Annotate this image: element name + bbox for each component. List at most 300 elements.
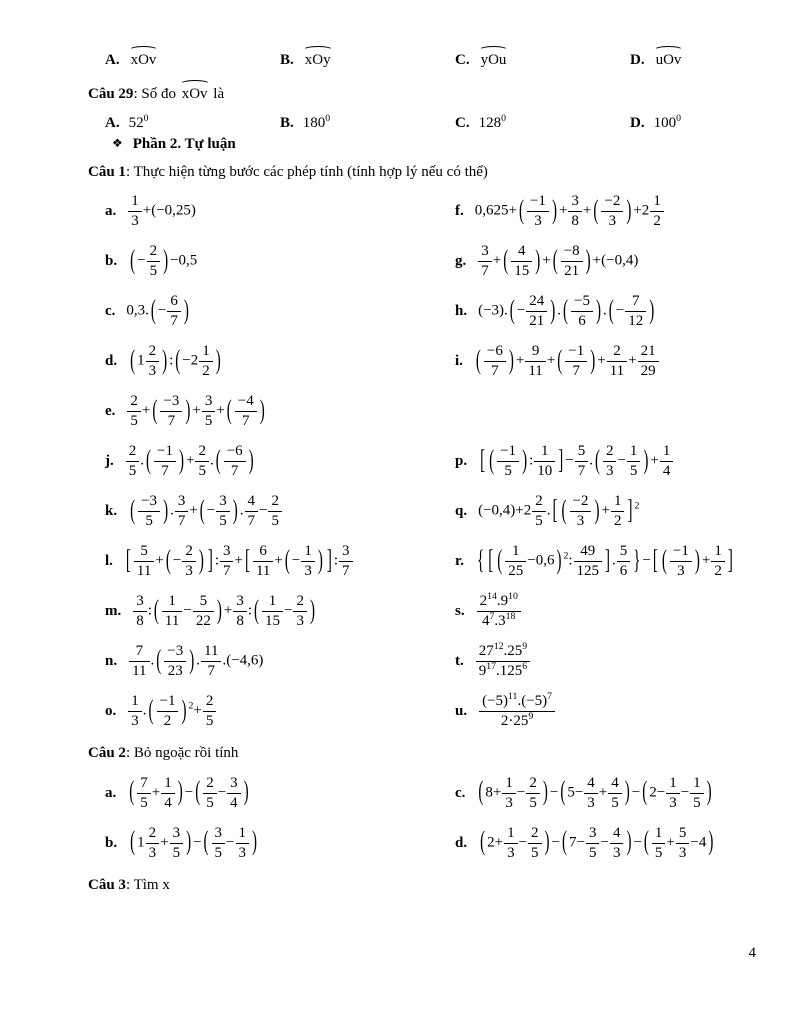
item-expression: $\frac{3}{8}$ : ( $\frac{1}{11}$ − $\frac{5}{22}$ ) + $\frac{3}{8}$ : ( $\frac{1}{15}$ − $\frac{2}{3}$ ): [132, 593, 317, 630]
big-bracket: (: [156, 645, 162, 676]
question-3-line: [88, 874, 736, 897]
fraction: $\frac{-2}{3}$: [569, 493, 593, 530]
big-bracket: (: [489, 445, 495, 476]
fraction: $\frac{4}{15}$: [510, 243, 533, 280]
answer-row-previous-question: [88, 50, 736, 69]
item-letter: b.: [105, 253, 118, 269]
fraction: $\frac{2^{14}.9^{10}}{4^7.3^{18}}$: [476, 593, 522, 630]
option-letter: C.: [455, 52, 470, 68]
big-bracket: ): [626, 195, 632, 226]
option-value: $128^0$: [478, 112, 506, 131]
big-bracket: ): [189, 645, 195, 676]
question-3-label: Câu 3: [88, 876, 126, 893]
question-1-items: [88, 193, 736, 730]
item-letter: a.: [105, 784, 117, 801]
big-bracket: (: [593, 195, 599, 226]
fraction: $\frac{4}{7}$: [244, 493, 260, 530]
question-2-text: : Bỏ ngoặc rồi tính: [125, 745, 239, 761]
big-bracket: (: [503, 245, 509, 276]
fraction: $\frac{3}{5}$: [211, 825, 227, 862]
item-expression: $\frac{3}{7}$ + ( $\frac{4}{15}$ ) + ( $\frac{-8}{21}$ ) +(−0,4): [477, 243, 638, 280]
big-bracket: (: [557, 345, 563, 376]
fraction: $\frac{1}{4}$: [160, 775, 176, 812]
fraction: $\frac{4}{5}$: [607, 775, 623, 812]
exercise-item: [455, 443, 736, 480]
item-letter: d.: [455, 834, 468, 851]
fraction: $\frac{1}{3}$: [300, 543, 316, 580]
big-bracket: (: [130, 827, 136, 857]
fraction: $\frac{-8}{21}$: [560, 243, 584, 280]
item-letter: m.: [105, 603, 122, 619]
fraction: $\frac{-6}{7}$: [223, 443, 247, 480]
item-expression: [476, 593, 522, 630]
big-bracket: ): [317, 545, 323, 576]
section-title-text: Phần 2. Tự luận: [132, 135, 236, 152]
big-bracket: {: [477, 545, 485, 576]
big-bracket: ): [708, 827, 714, 857]
exercise-item: [455, 193, 736, 230]
big-bracket: ): [215, 345, 221, 376]
item-expression: ( $\frac{7}{5}$ + $\frac{1}{4}$ ) − ( $\frac{2}{5}$ − $\frac{3}{4}$ ): [129, 774, 249, 811]
fraction: $\frac{2}{5}$: [202, 693, 218, 730]
big-bracket: (: [478, 777, 484, 807]
big-bracket: (: [195, 777, 201, 807]
item-letter: e.: [105, 403, 116, 419]
fraction: $\frac{1}{10}$: [533, 443, 556, 480]
exercise-item: [455, 593, 736, 630]
big-bracket: ): [216, 595, 222, 626]
exercise-item: [105, 293, 455, 330]
item-expression: { [ ( $\frac{1}{25}$ −0,6 ) $^2$: $\frac{49}{125}$ ] . $\frac{5}{6}$ } − [ ( $\frac{-1}{3}$ ) + $\frac{1}{2}$ ]: [477, 543, 733, 579]
big-bracket: ]: [558, 445, 564, 476]
item-expression: ( 1 $\frac{2}{3}$ + $\frac{3}{5}$ ) − ( $\frac{3}{5}$ − $\frac{1}{3}$ ): [130, 824, 257, 861]
item-letter: f.: [455, 203, 464, 219]
big-bracket: ): [535, 245, 541, 276]
item-letter: d.: [105, 353, 118, 369]
fraction: $\frac{3}{7}$: [338, 543, 354, 580]
big-bracket: ): [309, 595, 315, 626]
fraction: $\frac{-3}{5}$: [137, 493, 161, 530]
item-letter: a.: [105, 203, 117, 219]
exercise-item: [105, 193, 455, 230]
item-expression: $\frac{2}{5}$ . ( $\frac{-1}{7}$ ) + $\frac{2}{5}$ . ( $\frac{-6}{7}$ ): [125, 443, 256, 480]
option-value: $180^0$: [302, 112, 331, 131]
big-bracket: ): [542, 777, 548, 807]
arc-overline: yOu: [480, 52, 507, 68]
fraction: $\frac{3}{5}$: [215, 493, 231, 530]
fraction: $\frac{2}{11}$: [606, 343, 628, 380]
big-bracket: (: [203, 827, 209, 857]
fraction: $\frac{2}{3}$: [292, 593, 308, 630]
fraction: $\frac{4}{3}$: [609, 825, 625, 862]
fraction: $\frac{2}{5}$: [527, 825, 543, 862]
big-bracket: (: [152, 395, 158, 426]
fraction: $\frac{1}{5}$: [626, 443, 642, 480]
fraction: $\frac{5}{7}$: [574, 443, 590, 480]
item-letter: p.: [455, 453, 468, 469]
answer-option: [630, 114, 736, 132]
big-bracket: ): [522, 445, 528, 476]
fraction: $\frac{2}{5}$: [146, 243, 162, 280]
answer-option: [630, 50, 736, 69]
big-bracket: ): [186, 827, 192, 857]
big-bracket: (: [146, 445, 151, 476]
item-expression: 0,3. ( − $\frac{6}{7}$ ): [126, 293, 189, 329]
item-expression: ( $\frac{-3}{5}$ ) . $\frac{3}{7}$ + ( − $\frac{3}{5}$ ) . $\frac{4}{7}$ − $\frac{2}{5}$: [128, 493, 283, 530]
exercise-item: [455, 393, 736, 430]
big-bracket: ]: [207, 545, 213, 576]
option-value: $100^0$: [653, 112, 681, 131]
big-bracket: ): [181, 695, 187, 726]
fraction: $\frac{-1}{2}$: [156, 693, 180, 730]
fraction: $\frac{11}{7}$: [200, 643, 222, 680]
fraction: $\frac{-6}{7}$: [483, 343, 507, 380]
fraction: $\frac{3}{8}$: [232, 593, 248, 630]
big-bracket: (: [175, 345, 181, 376]
item-letter: c.: [105, 303, 116, 319]
fraction: $\frac{3}{7}$: [174, 493, 190, 530]
option-value: [303, 52, 333, 68]
fraction: $\frac{-1}{5}$: [496, 443, 520, 480]
question-29-line: [88, 83, 736, 106]
big-bracket: (: [552, 245, 558, 276]
big-bracket: (: [509, 295, 515, 326]
big-bracket: ): [590, 345, 596, 376]
exercise-item: [455, 243, 736, 280]
option-value: [654, 52, 684, 68]
fraction: $\frac{3}{4}$: [226, 775, 242, 812]
big-bracket: [: [488, 545, 494, 576]
big-bracket: ): [508, 345, 514, 376]
item-letter: q.: [455, 503, 468, 519]
fraction: $\frac{1}{2}$: [198, 343, 214, 380]
item-expression: ( 1 $\frac{2}{3}$ ) : ( −2 $\frac{1}{2}$ ): [130, 343, 221, 379]
big-bracket: ): [649, 295, 655, 326]
exercise-item: [455, 643, 736, 680]
big-bracket: (: [284, 545, 290, 576]
fraction: $\frac{1}{2}$: [710, 543, 726, 580]
big-bracket: (: [561, 495, 567, 526]
item-letter: u.: [455, 703, 468, 719]
question-29-text: : Số đo: [133, 86, 180, 102]
exercise-item: [105, 543, 455, 580]
big-bracket: ]: [605, 545, 610, 576]
option-value: [129, 52, 159, 68]
big-bracket: (: [129, 777, 135, 807]
item-letter: s.: [455, 603, 465, 619]
big-bracket: [: [480, 445, 486, 476]
big-bracket: (: [130, 495, 136, 526]
item-expression: ( $\frac{-6}{7}$ ) + $\frac{9}{11}$ + ( $\frac{-1}{7}$ ) + $\frac{2}{11}$ + $\frac{21}{29}$: [474, 343, 660, 380]
question-2-label: Câu 2: [88, 745, 126, 761]
big-bracket: (: [497, 545, 503, 576]
item-expression: [ ( $\frac{-1}{5}$ ) : $\frac{1}{10}$ ] − $\frac{5}{7}$ . ( $\frac{2}{3}$ − $\frac{1}{5}$ ) + $\frac{1}{4}$: [478, 443, 674, 480]
item-letter: c.: [455, 784, 466, 801]
big-bracket: ): [626, 827, 632, 857]
item-expression: ( − $\frac{2}{5}$ ) −0,5: [130, 243, 198, 279]
item-letter: i.: [455, 353, 463, 369]
fraction: $\frac{21}{29}$: [637, 343, 660, 380]
arc-overline: xOv: [130, 52, 157, 68]
big-bracket: ]: [326, 545, 332, 576]
option-letter: B.: [280, 52, 294, 68]
big-bracket: ): [178, 445, 184, 476]
fraction: $\frac{-5}{6}$: [570, 293, 594, 330]
fraction: $\frac{2}{3}$: [181, 543, 197, 580]
item-letter: b.: [105, 834, 118, 851]
fraction: $\frac{6}{7}$: [166, 293, 182, 330]
big-bracket: [: [244, 545, 250, 576]
big-bracket: (: [153, 595, 159, 626]
fraction: $\frac{1}{11}$: [161, 593, 183, 630]
item-expression: [475, 643, 531, 680]
big-bracket: ): [550, 295, 556, 326]
item-expression: $\frac{1}{3}$ +(−0,25): [127, 193, 196, 230]
big-bracket: (: [130, 345, 136, 376]
big-bracket: ): [624, 777, 630, 807]
item-letter: r.: [455, 553, 465, 569]
big-bracket: ): [177, 777, 183, 807]
exercise-item: [455, 343, 736, 380]
exercise-item: [455, 293, 736, 330]
fraction: $\frac{5}{11}$: [133, 543, 155, 580]
item-expression: $\frac{1}{3}$ . ( $\frac{-1}{2}$ ) $^2$+ $\frac{2}{5}$: [127, 693, 217, 730]
fraction: $\frac{3}{5}$: [169, 825, 185, 862]
big-bracket: ): [248, 445, 254, 476]
fraction: $\frac{(-5)^{11}.(-5)^7}{2\cdot 25^9}$: [478, 693, 556, 730]
fraction: $\frac{1}{15}$: [261, 593, 284, 630]
fraction: $\frac{2}{3}$: [145, 343, 161, 380]
exercise-item: [455, 825, 736, 862]
big-bracket: [: [552, 495, 558, 526]
answer-option: [280, 114, 455, 132]
exercise-item: [105, 343, 455, 380]
big-bracket: ): [162, 345, 168, 376]
answer-row-question-29: [88, 114, 736, 132]
big-bracket: (: [562, 827, 567, 857]
page-number: 4: [748, 945, 756, 961]
fraction: $\frac{7}{12}$: [624, 293, 647, 330]
fraction: $\frac{1}{5}$: [651, 825, 667, 862]
option-letter: A.: [105, 114, 120, 131]
big-bracket: ): [252, 827, 257, 857]
exercise-item: [105, 593, 455, 630]
fraction: $\frac{1}{3}$: [503, 825, 519, 862]
item-expression: 0,625+ ( $\frac{-1}{3}$ ) + $\frac{3}{8}$ + ( $\frac{-2}{3}$ ) +2 $\frac{1}{2}$: [475, 193, 665, 230]
exercise-item: [455, 543, 736, 580]
fraction: $\frac{7}{5}$: [136, 775, 152, 812]
fraction: $\frac{1}{2}$: [649, 193, 665, 230]
exercise-item: [105, 493, 455, 530]
fraction: $\frac{2}{5}$: [202, 775, 218, 812]
answer-option: [280, 50, 455, 69]
question-1-text: : Thực hiện từng bước các phép tính (tính hợp lý nếu có thể): [125, 163, 488, 180]
exercise-item: [105, 775, 455, 812]
answer-option: [105, 50, 280, 69]
exercise-item: [105, 243, 455, 280]
exercise-item: [455, 493, 736, 530]
big-bracket: ): [594, 495, 600, 526]
item-letter: g.: [455, 253, 467, 269]
item-letter: o.: [105, 703, 117, 719]
fraction: $\frac{3}{5}$: [201, 393, 217, 430]
big-bracket: [: [125, 545, 131, 576]
fraction: $\frac{2}{3}$: [145, 825, 161, 862]
option-letter: C.: [455, 114, 470, 131]
item-letter: h.: [455, 303, 468, 319]
fraction: $\frac{-1}{3}$: [526, 193, 550, 230]
big-bracket: ): [232, 495, 238, 526]
item-expression: ( 8+ $\frac{1}{3}$ − $\frac{2}{5}$ ) − ( 5− $\frac{4}{3}$ + $\frac{4}{5}$ ) − ( 2− $\frac{1}{3}$ − $\frac{1}{5}$ ): [478, 774, 712, 811]
item-letter: n.: [105, 653, 118, 669]
item-letter: l.: [105, 553, 113, 569]
fraction: $\frac{-4}{7}$: [234, 393, 258, 430]
big-bracket: (: [199, 495, 205, 526]
big-bracket: ): [183, 295, 189, 326]
big-bracket: (: [643, 827, 649, 857]
question-2-items: [88, 775, 736, 862]
big-bracket: }: [633, 545, 641, 576]
big-bracket: (: [226, 395, 232, 426]
exercise-item: [105, 693, 455, 730]
arc-overline: xOy: [304, 52, 331, 68]
option-value: [479, 52, 509, 68]
fraction: $\frac{-1}{3}$: [669, 543, 693, 580]
item-letter: t.: [455, 653, 464, 669]
big-bracket: (: [165, 545, 171, 576]
exercise-item: [105, 825, 455, 862]
question-29-text-suffix: là: [209, 86, 225, 102]
fraction: $\frac{7}{11}$: [128, 643, 150, 680]
big-bracket: (: [475, 345, 481, 376]
option-letter: B.: [280, 114, 294, 131]
big-bracket: (: [130, 245, 136, 276]
big-bracket: (: [215, 445, 221, 476]
big-bracket: ): [706, 777, 712, 807]
big-bracket: (: [480, 827, 486, 857]
fraction: $\frac{3}{5}$: [585, 825, 601, 862]
fraction: $\frac{5}{3}$: [675, 825, 691, 862]
fraction: $\frac{3}{8}$: [132, 593, 148, 630]
big-bracket: (: [253, 595, 259, 626]
fraction: $\frac{2}{5}$: [525, 775, 541, 812]
fraction: $\frac{6}{11}$: [252, 543, 274, 580]
big-bracket: (: [150, 295, 156, 326]
big-bracket: (: [661, 545, 667, 576]
fraction: $\frac{5}{6}$: [616, 543, 632, 580]
option-value: $52^0$: [128, 112, 149, 131]
question-29-label: Câu 29: [88, 86, 134, 102]
fraction: $\frac{1}{3}$: [501, 775, 517, 812]
diamond-bullet-icon: ❖: [112, 135, 123, 150]
item-expression: [478, 693, 556, 730]
fraction: $\frac{-3}{23}$: [163, 643, 187, 680]
fraction: $\frac{3}{7}$: [477, 243, 493, 280]
fraction: $\frac{2}{5}$: [194, 443, 210, 480]
big-bracket: ): [185, 395, 191, 426]
arc-overline: xOv: [181, 86, 208, 102]
exercise-item: [105, 443, 455, 480]
section-part-2: [88, 136, 736, 153]
question-3-text: : Tìm x: [125, 876, 170, 893]
exercise-item: [105, 393, 455, 430]
big-bracket: (: [563, 295, 569, 326]
big-bracket: ): [551, 195, 557, 226]
fraction: $\frac{-1}{7}$: [564, 343, 588, 380]
fraction: $\frac{2}{5}$: [126, 393, 142, 430]
big-bracket: ): [595, 295, 601, 326]
big-bracket: ): [163, 495, 169, 526]
fraction: $\frac{1}{25}$: [504, 543, 527, 580]
fraction: $\frac{49}{125}$: [573, 543, 604, 580]
question-2-line: [88, 742, 736, 765]
big-bracket: ): [243, 777, 249, 807]
big-bracket: ): [198, 545, 204, 576]
item-letter: k.: [105, 503, 118, 519]
fraction: $\frac{3}{8}$: [567, 193, 583, 230]
angle-notation: [180, 86, 210, 102]
fraction: $\frac{1}{3}$: [127, 193, 143, 230]
option-letter: A.: [105, 52, 120, 68]
answer-option: [105, 114, 280, 132]
fraction: $\frac{1}{3}$: [665, 775, 681, 812]
big-bracket: ): [163, 245, 169, 276]
fraction: $\frac{9}{11}$: [524, 343, 546, 380]
fraction: $\frac{2}{5}$: [125, 443, 141, 480]
exercise-item: [455, 693, 736, 730]
big-bracket: ): [556, 545, 562, 576]
big-bracket: (: [608, 295, 614, 326]
option-letter: D.: [630, 52, 645, 68]
item-expression: [ $\frac{5}{11}$ + ( − $\frac{2}{3}$ ) ] : $\frac{3}{7}$ + [ $\frac{6}{11}$ + ( − $\frac{1}{3}$ ) ] : $\frac{3}{7}$: [124, 543, 354, 580]
fraction: $\frac{2}{3}$: [602, 443, 618, 480]
item-expression: $\frac{2}{5}$ + ( $\frac{-3}{7}$ ) + $\frac{3}{5}$ + ( $\frac{-4}{7}$ ): [126, 393, 266, 430]
arc-overline: uOv: [655, 52, 682, 68]
fraction: $\frac{-3}{7}$: [159, 393, 183, 430]
fraction: $\frac{3}{7}$: [219, 543, 235, 580]
answer-option: [455, 50, 630, 69]
item-expression: $\frac{7}{11}$ . ( $\frac{-3}{23}$ ) . $\frac{11}{7}$ .(−4,6): [128, 643, 263, 680]
big-bracket: ): [585, 245, 591, 276]
big-bracket: ): [259, 395, 265, 426]
item-expression: ( 2+ $\frac{1}{3}$ − $\frac{2}{5}$ ) − ( 7− $\frac{3}{5}$ − $\frac{4}{3}$ ) − ( $\frac{1}{5}$ + $\frac{5}{3}$ −4 ): [480, 824, 714, 861]
big-bracket: ): [643, 445, 649, 476]
exercise-item: [105, 643, 455, 680]
big-bracket: ): [694, 545, 700, 576]
fraction: $\frac{4}{3}$: [583, 775, 599, 812]
answer-option: [455, 114, 630, 132]
big-bracket: ]: [627, 495, 633, 526]
fraction: $\frac{1}{2}$: [610, 493, 626, 530]
big-bracket: ]: [727, 545, 733, 576]
exercise-item: [455, 775, 736, 812]
question-1-line: [88, 161, 736, 184]
big-bracket: (: [560, 777, 566, 807]
question-1-label: Câu 1: [88, 163, 126, 180]
option-letter: D.: [630, 114, 645, 131]
fraction: $\frac{27^{12}.25^9}{9^{17}.125^6}$: [475, 643, 531, 680]
big-bracket: (: [518, 195, 524, 226]
fraction: $\frac{1}{4}$: [659, 443, 675, 480]
fraction: $\frac{2}{5}$: [531, 493, 547, 530]
big-bracket: (: [148, 695, 154, 726]
fraction: $\frac{24}{21}$: [525, 293, 548, 330]
big-bracket: [: [652, 545, 658, 576]
fraction: $\frac{1}{3}$: [127, 693, 143, 730]
big-bracket: ): [544, 827, 550, 857]
fraction: $\frac{2}{5}$: [267, 493, 283, 530]
fraction: $\frac{-2}{3}$: [600, 193, 624, 230]
